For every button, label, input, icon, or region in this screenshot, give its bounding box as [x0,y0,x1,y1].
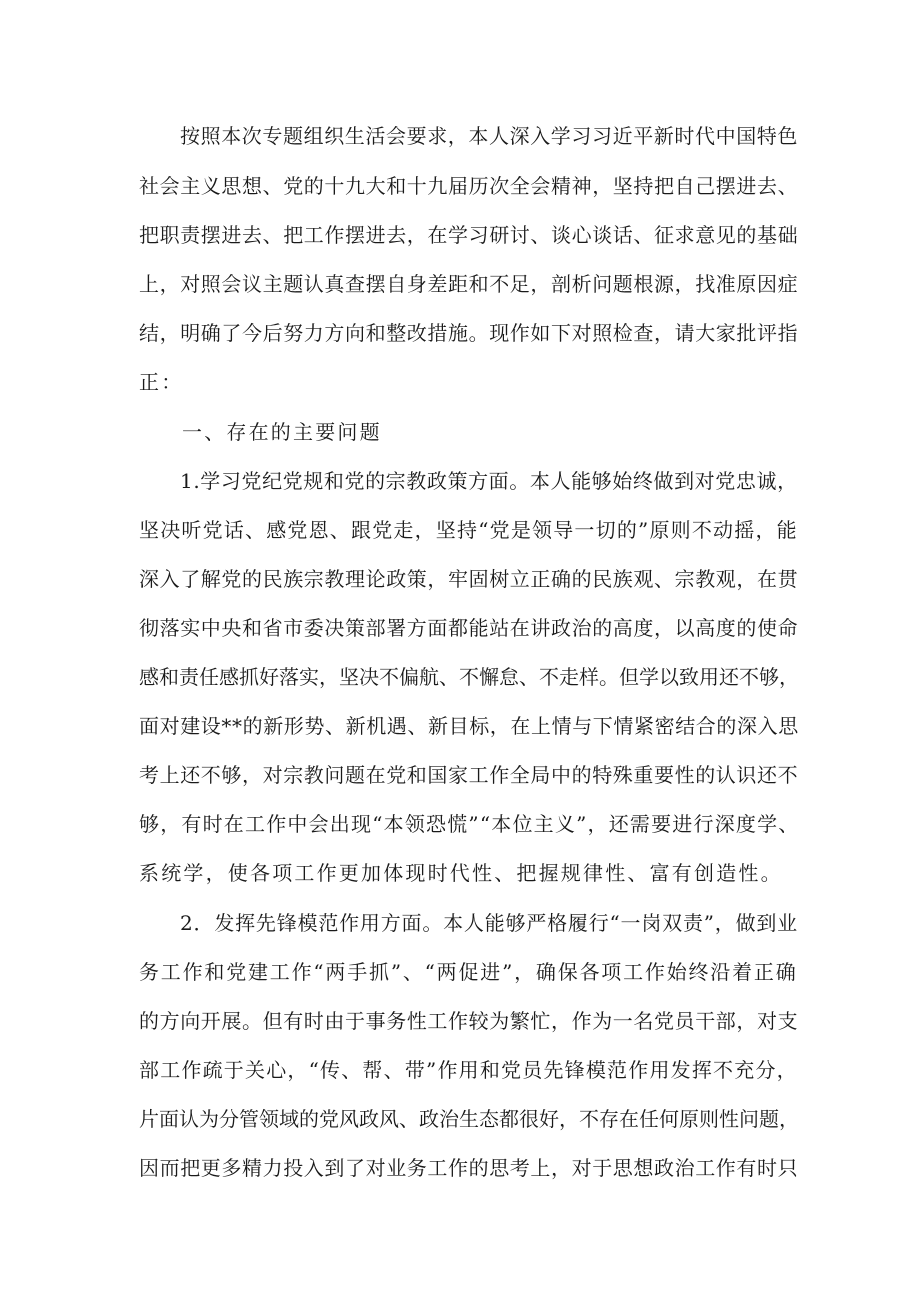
intro-line-6: 正： [139,370,184,394]
item1-line-8: 够，有时在工作中会出现“本领恐慌”“本位主义”，还需要进行深度学、 [139,812,800,836]
item2-line-5: 片面认为分管领域的党风政风、政治生态都很好，不存在任何原则性问题， [139,1107,799,1131]
item1-line-2: 坚决听党话、感党恩、跟党走，坚持“党是领导一切的”原则不动摇，能 [139,518,798,542]
item1-line-9: 系统学，使各项工作更加体现时代性、把握规律性、富有创造性。 [139,861,783,885]
item2-line-1: 2．发挥先锋模范作用方面。本人能够严格履行“一岗双责”，做到业 [180,911,798,935]
intro-line-5: 结，明确了今后努力方向和整改措施。现作如下对照检查，请大家批评指 [139,321,799,345]
intro-line-3: 把职责摆进去、把工作摆进去，在学习研讨、谈心谈话、征求意见的基础 [139,223,799,247]
intro-line-1: 按照本次专题组织生活会要求，本人深入学习习近平新时代中国特色 [180,124,798,148]
item2-line-4: 部工作疏于关心，“传、帮、带”作用和党员先锋模范作用发挥不充分， [139,1058,798,1082]
item1-line-1: 1.学习党纪党规和党的宗教政策方面。本人能够始终做到对党忠诚， [180,469,798,493]
item1-line-5: 感和责任感抓好落实，坚决不偏航、不懈怠、不走样。但学以致用还不够， [139,665,799,689]
item1-line-3: 深入了解党的民族宗教理论政策，牢固树立正确的民族观、宗教观，在贯 [139,567,799,591]
intro-line-4: 上，对照会议主题认真查摆自身差距和不足，剖析问题根源，找准原因症 [139,272,799,296]
item1-line-4: 彻落实中央和省市委决策部署方面都能站在讲政治的高度，以高度的使命 [139,616,799,640]
item2-line-6: 因而把更多精力投入到了对业务工作的思考上，对于思想政治工作有时只 [139,1156,799,1180]
intro-line-2: 社会主义思想、党的十九大和十九届历次全会精神，坚持把自己摆进去、 [139,174,799,198]
item1-line-6: 面对建设**的新形势、新机遇、新目标，在上情与下情紧密结合的深入思 [139,714,799,738]
item2-line-3: 的方向开展。但有时由于事务性工作较为繁忙，作为一名党员干部，对支 [139,1009,799,1033]
item2-line-2: 务工作和党建工作“两手抓”、“两促进”，确保各项工作始终沿着正确 [139,960,798,984]
item1-line-7: 考上还不够，对宗教问题在党和国家工作全局中的特殊重要性的认识还不 [139,763,799,787]
section-heading: 一、存在的主要问题 [182,420,382,444]
